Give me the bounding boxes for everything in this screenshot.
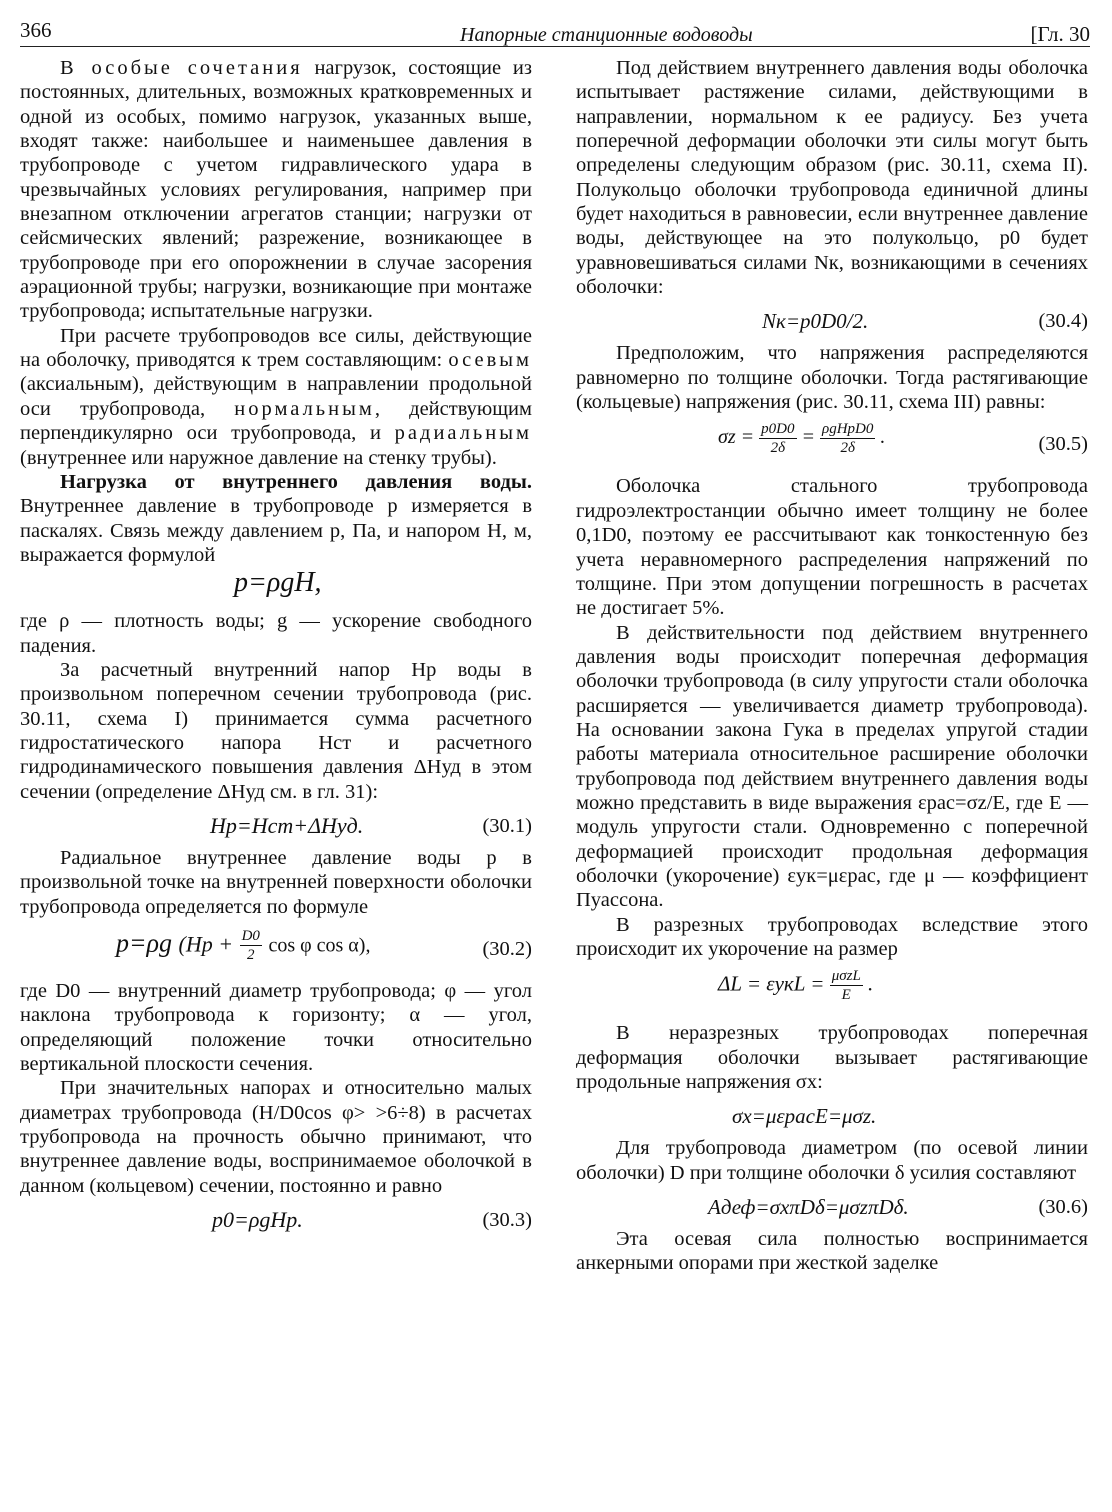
page-number: 366: [20, 18, 52, 42]
paragraph: Оболочка стального трубопровода гидроэлектростанции обычно имеет толщину не более 0,1D0, поэтому ее рассчитывают как тонкостенную без учета неравномерного распределения напряжений по толщине. При этом допущении погрешность в расчетах не достигает 5%.: [576, 475, 1088, 620]
equation-body: p=ρgH,: [234, 567, 322, 599]
fraction: $\frac{p0D0}{2\delta}$: [761, 421, 795, 457]
paragraph: В неразрезных трубопроводах поперечная деформация оболочки вызывает растягивающие продольные напряжения σx:: [576, 1022, 1088, 1094]
equation-body: Aдеф=σxπDδ=μσzπDδ.: [708, 1195, 909, 1220]
spaced-term: осевым: [448, 349, 532, 372]
paragraph: Под действием внутреннего давления воды оболочка испытывает растяжение силами, действующими в направлении, нормальном к ее радиусу. Без учета поперечной деформации оболочки эти силы могут быть определены следующим образом (рис. 30.11, схема II). Полукольцо оболочки трубопровода единичной длины будет находиться в равновесии, если внутреннее давление воды, действующее на это полукольцо, p0 будет уравновешиваться силами Nк, возникающими в сечениях оболочки:: [576, 57, 1088, 299]
chapter-label: [Гл. 30: [1030, 22, 1090, 46]
fraction: $\frac{\text{ρgHрD0}}{2\delta}$: [822, 421, 874, 457]
equation-delta-l: ΔL = εукL = $\frac{\text{μσzL}}{E}$ .: [718, 968, 874, 1004]
paragraph: Эта осевая сила полностью воспринимается анкерными опорами при жесткой заделке: [576, 1228, 1088, 1275]
equation: [20, 567, 532, 601]
fraction: $\frac{D0}{2}$: [241, 928, 260, 963]
equation-30-6: [576, 1195, 1088, 1219]
equation-lhs: σz =: [718, 426, 755, 449]
section-heading: Нагрузка от внутреннего давления воды.: [60, 470, 532, 493]
right-column: [576, 56, 1088, 1276]
paragraph: где ρ — плотность воды; g — ускорение свободного падения.: [20, 610, 532, 657]
equation-number: (30.1): [482, 814, 532, 837]
equation-body: Hр=Hст+ΔHуд.: [210, 812, 364, 838]
equation-part: cos φ cos α),: [268, 934, 371, 957]
spaced-term: радиальным: [394, 422, 532, 445]
equation-number: (30.4): [1038, 310, 1088, 333]
equation-number: (30.6): [1038, 1196, 1088, 1219]
equation-number: (30.3): [482, 1209, 532, 1232]
running-title: Напорные станционные водоводы: [460, 24, 753, 46]
paragraph: Предположим, что напряжения распределяются равномерно по толщине оболочки. Тогда растягивающие (кольцевые) напряжения (рис. 30.11, схема III) равны:: [576, 342, 1088, 414]
equation-30-2: [20, 925, 532, 973]
equation-lhs: p=ρg: [116, 928, 173, 958]
paragraph: В действительности под действием внутреннего давления воды происходит поперечная деформация оболочки трубопровода (в силу упругости стали оболочка расширяется — увеличивается диаметр трубопровода). На основании закона Гука в пределах упругой стадии работы материала относительное расширение оболочки трубопровода под действием внутреннего давления воды можно представить в виде выражения εрас=σz/E, где E — модуль упругости стали. Одновременно с поперечной деформацией происходит продольная деформация оболочки (укорочение) εук=μεрас, где μ — коэффициент Пуассона.: [576, 621, 1088, 912]
paragraph: Для трубопровода диаметром (по осевой линии оболочки) D при толщине оболочки δ усилия составляют: [576, 1137, 1088, 1184]
paragraph: При значительных напорах и относительно малых диаметрах трубопровода (H/D0cos φ> >6÷8) в расчетах трубопровода на прочность обычно принимают, что внутреннее давление воды, воспринимаемое оболочкой в данном (кольцевом) сечении, постоянно и равно: [20, 1077, 532, 1197]
paragraph: Нагрузка от внутреннего давления воды. Внутреннее давление в трубопроводе p измеряется в паскалях. Связь между давлением p, Па, и напором H, м, выражается формулой: [20, 470, 532, 566]
equation-30-4: [576, 309, 1088, 333]
equation-30-3: [20, 1208, 532, 1232]
left-column: [20, 56, 532, 1240]
equation-sigma-x: [576, 1104, 1088, 1128]
equation-part: (Hр +: [178, 931, 234, 957]
page-header: [20, 12, 1090, 47]
equation-number: (30.5): [1038, 433, 1088, 456]
paragraph: За расчетный внутренний напор Hр воды в произвольном поперечном сечении трубопровода (рис. 30.11, схема I) принимается сумма расчетного гидростатического напора Hст и расчетного гидродинамического повышения давления ΔHуд в этом сечении (определение ΔHуд см. в гл. 31):: [20, 658, 532, 803]
equation-30-5: σz = $\frac{p0D0}{2\delta}$ = $\frac{\text{ρgHрD0}}{2\delta}$ . (30.5): [718, 421, 1088, 457]
equation-30-1: [20, 814, 532, 838]
equation-body: p0=ρgHр.: [212, 1207, 303, 1233]
paragraph: В особые сочетания нагрузок, состоящие из постоянных, длительных, возможных кратковременных и одной из особых, помимо нагрузок, указанных выше, входят также: наибольшее и наименьшее давления в трубопроводе с учетом гидравлического удара в чрезвычайных условиях регулирования, например при внезапном отключении агрегатов станции; нагрузки от сейсмических явлений; разрежение, возникающее в трубопроводе при его опорожнении в случае засорения аэрационной трубы; нагрузки, возникающие при монтаже трубопровода; испытательные нагрузки.: [20, 57, 532, 323]
fraction: $\frac{\text{μσzL}}{E}$: [831, 968, 861, 1004]
equation-body: σx=μεрасE=μσz.: [732, 1104, 877, 1129]
paragraph: В разрезных трубопроводах вследствие этого происходит их укорочение на размер: [576, 913, 1088, 960]
equation-number: (30.2): [482, 938, 532, 960]
spaced-term: нормальным: [234, 397, 375, 420]
spaced-term: В особые сочетания: [60, 57, 303, 79]
paragraph: При расчете трубопроводов все силы, действующие на оболочку, приводятся к трем составляющим: осевым (аксиальным), действующим в направлении продольной оси трубопровода, нормальным, действующим перпендикулярно оси трубопровода, и радиальным (внутреннее или наружное давление на стенку трубы).: [20, 324, 532, 469]
equation-lhs: ΔL = εукL =: [718, 971, 825, 996]
paragraph: Радиальное внутреннее давление воды p в произвольной точке на внутренней поверхности оболочки трубопровода определяется по формуле: [20, 846, 532, 918]
paragraph: где D0 — внутренний диаметр трубопровода; φ — угол наклона трубопровода к горизонту; α — угол, определяющий положение точки относительно вертикальной плоскости сечения.: [20, 980, 532, 1076]
equation-body: Nк=p0D0/2.: [762, 309, 869, 334]
equals-sign: =: [801, 426, 815, 449]
